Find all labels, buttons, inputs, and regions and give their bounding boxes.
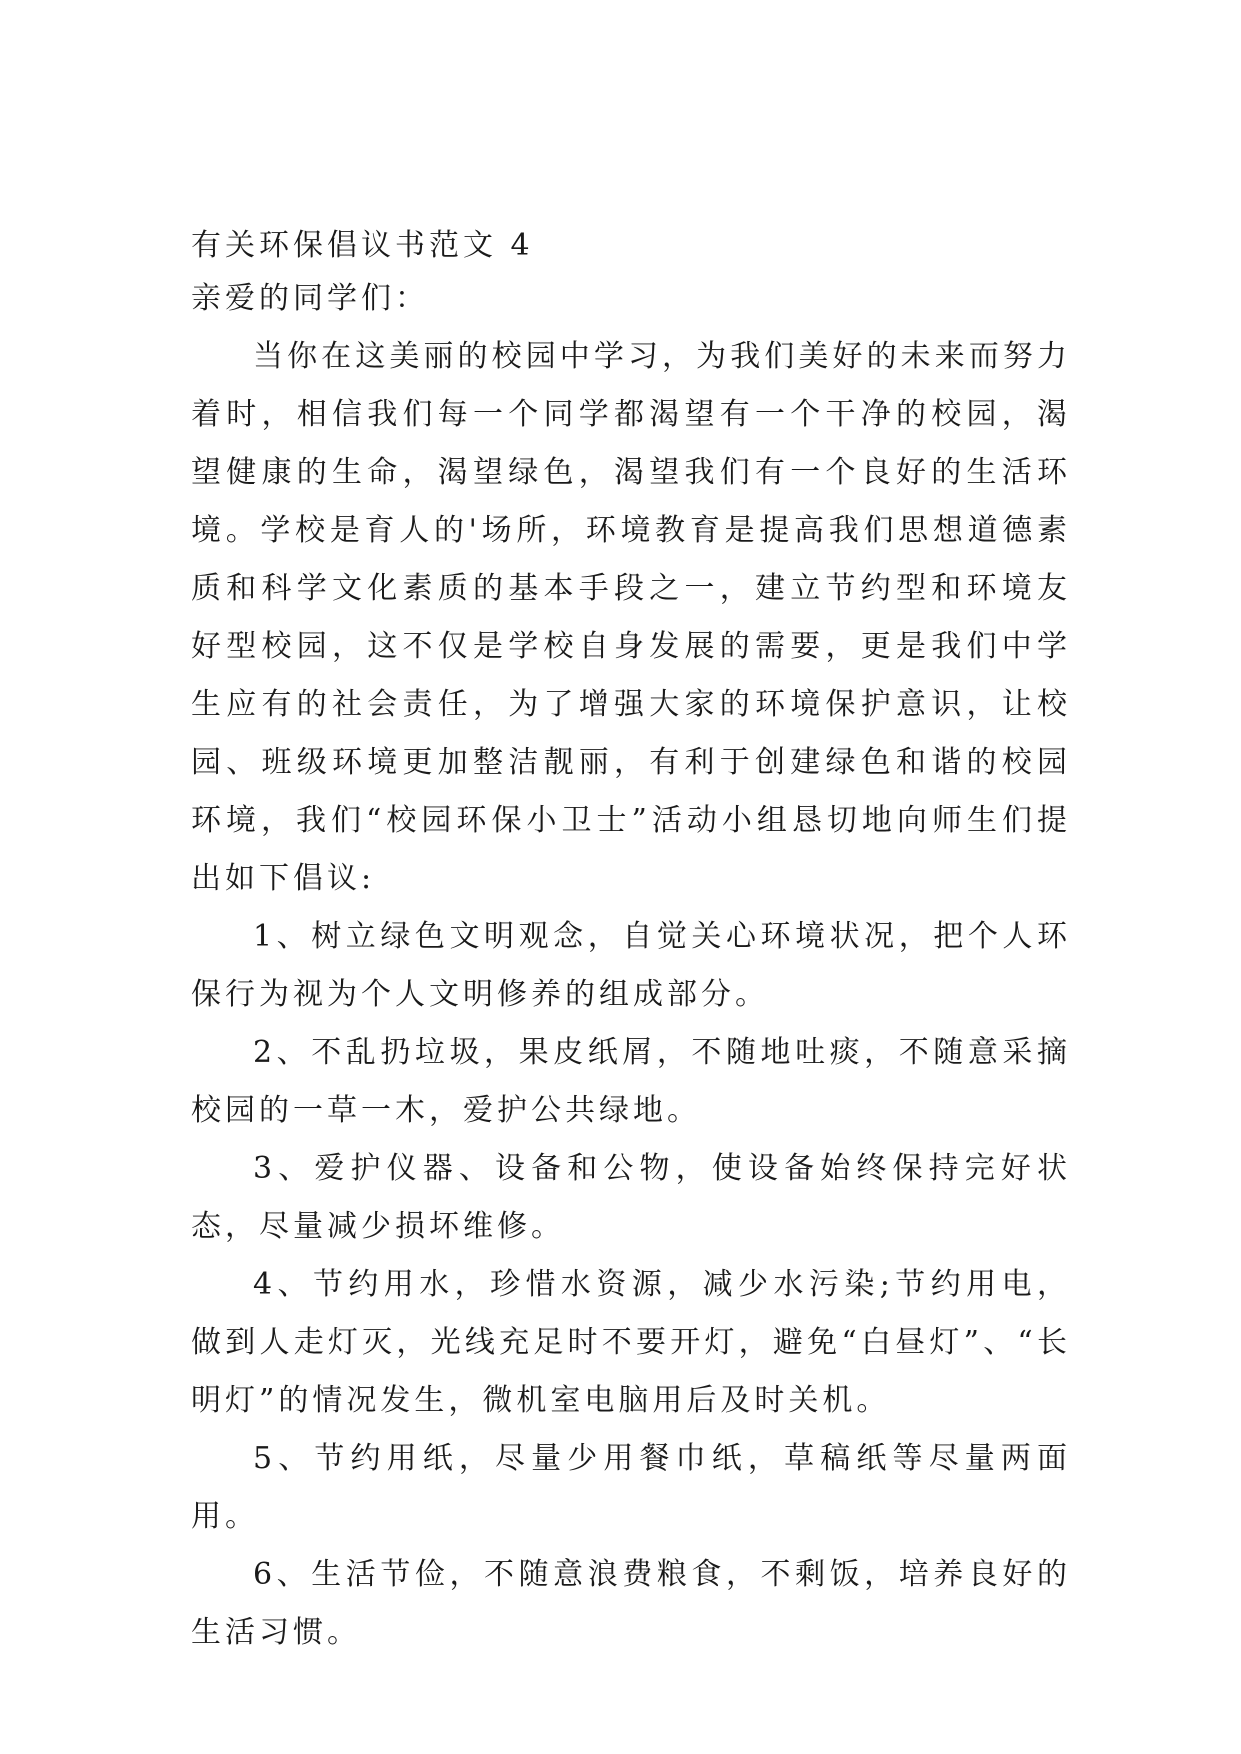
document-title: 有关环保倡议书范文 4 bbox=[191, 228, 534, 263]
proposal-item: 6、生活节俭，不随意浪费粮食，不剩饭，培养良好的生活习惯。 bbox=[191, 1557, 1071, 1650]
document-body bbox=[191, 222, 1071, 1662]
salutation: 亲爱的同学们： bbox=[191, 281, 429, 316]
proposal-item: 3、爱护仪器、设备和公物，使设备始终保持完好状态，尽量减少损坏维修。 bbox=[191, 1151, 1071, 1244]
proposal-item: 5、节约用纸，尽量少用餐巾纸，草稿纸等尽量两面用。 bbox=[191, 1441, 1071, 1534]
proposal-item: 4、节约用水，珍惜水资源，减少水污染;节约用电，做到人走灯灭，光线充足时不要开灯，避免“白昼灯”、“长明灯”的情况发生，微机室电脑用后及时关机。 bbox=[191, 1267, 1071, 1418]
proposal-item: 2、不乱扔垃圾，果皮纸屑，不随地吐痰，不随意采摘校园的一草一木，爱护公共绿地。 bbox=[191, 1035, 1071, 1128]
proposal-item: 1、树立绿色文明观念，自觉关心环境状况，把个人环保行为视为个人文明修养的组成部分。 bbox=[191, 919, 1071, 1012]
intro-paragraph: 当你在这美丽的校园中学习，为我们美好的未来而努力着时，相信我们每一个同学都渴望有一个干净的校园，渴望健康的生命，渴望绿色，渴望我们有一个良好的生活环境。学校是育人的'场所，环境教育是提高我们思想道德素质和科学文化素质的基本手段之一，建立节约型和环境友好型校园，这不仅是学校自身发展的需要，更是我们中学生应有的社会责任，为了增强大家的环境保护意识，让校园、班级环境更加整洁靓丽，有利于创建绿色和谐的校园环境，我们“校园环保小卫士”活动小组恳切地向师生们提出如下倡议: bbox=[191, 339, 1071, 896]
